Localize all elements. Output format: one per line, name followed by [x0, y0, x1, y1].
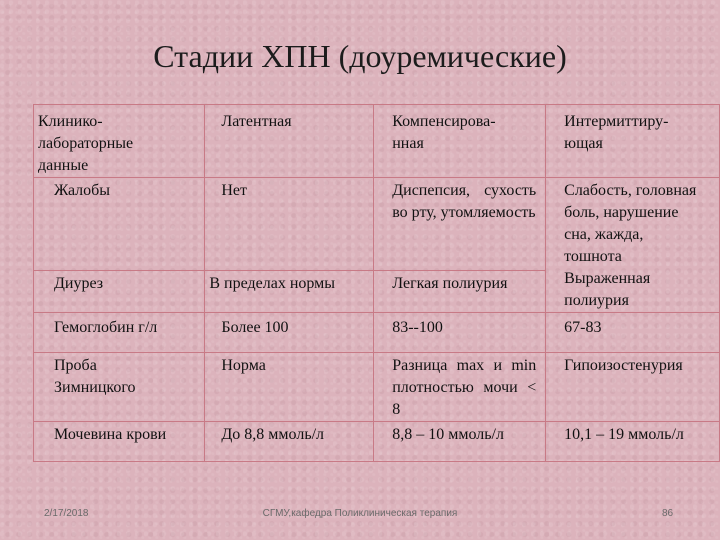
- slide-title: Стадии ХПН (доуремические): [153, 38, 567, 74]
- cell-complaints-compensated: Диспепсия, сухость во рту, утомляемость: [392, 182, 537, 221]
- cell-diuresis-latent: В пределах нормы: [209, 275, 336, 293]
- table-cell: [374, 313, 546, 353]
- table-row-complaints: [34, 178, 720, 271]
- table-cell: [205, 313, 374, 353]
- row-label-urea: Мочевина крови: [54, 426, 167, 443]
- cell-hemoglobin-intermittent: 67-83: [564, 319, 602, 336]
- header-label-intermittent: Интермиттиру-ющая: [564, 113, 669, 152]
- footer-department: СГМУ,кафедра Поликлиническая терапия: [262, 508, 458, 519]
- footer-date: 2/17/2018: [44, 508, 89, 519]
- row-label-cell: [34, 178, 205, 271]
- cell-diuresis-intermittent: Выраженная полиурия: [564, 270, 651, 309]
- slide-number: 86: [662, 508, 674, 519]
- table-cell: [205, 271, 374, 313]
- cell-hemoglobin-latent: Более 100: [221, 319, 289, 336]
- cell-zimnitsky-intermittent: Гипоизостенурия: [564, 357, 683, 374]
- table-row-hemoglobin: [34, 313, 720, 353]
- row-label-cell: [34, 422, 205, 462]
- cell-diuresis-compensated: Легкая полиурия: [392, 275, 508, 293]
- row-label-diuresis: Диурез: [54, 275, 104, 293]
- cell-urea-intermittent: 10,1 – 19 ммоль/л: [564, 426, 684, 443]
- cell-complaints-latent: Нет: [221, 182, 248, 199]
- header-cell-compensated: [374, 105, 546, 178]
- table-cell: [546, 353, 720, 422]
- header-label-latent: Латентная: [221, 113, 292, 130]
- header-cell-parameter: [34, 105, 205, 178]
- table-cell: [205, 178, 374, 271]
- table-cell: [205, 422, 374, 462]
- table-cell: [546, 422, 720, 462]
- table-cell: [374, 271, 546, 313]
- row-label-complaints: Жалобы: [54, 182, 111, 199]
- table-cell: [546, 313, 720, 353]
- table-cell: [374, 422, 546, 462]
- cell-complaints-intermittent: Слабость, головная боль, нарушение сна, жажда, тошнота: [564, 182, 697, 265]
- table-row-zimnitsky: [34, 353, 720, 422]
- table-header-row: [34, 105, 720, 178]
- header-label-compensated: Компенсирова-нная: [392, 113, 496, 152]
- cell-zimnitsky-latent: Норма: [221, 357, 266, 374]
- cell-hemoglobin-compensated: 83--100: [392, 319, 443, 336]
- row-label-zimnitsky: Проба Зимницкого: [54, 357, 136, 396]
- header-cell-intermittent: [546, 105, 720, 178]
- ckd-stages-table: [33, 104, 720, 462]
- table-cell: [546, 178, 720, 313]
- row-label-cell: [34, 271, 205, 313]
- cell-urea-compensated: 8,8 – 10 ммоль/л: [392, 426, 504, 443]
- table-cell: [374, 353, 546, 422]
- cell-urea-latent: До 8,8 ммоль/л: [221, 426, 325, 443]
- header-label-parameter: Клинико-лабораторные данные: [38, 113, 134, 174]
- table-cell: [374, 178, 546, 271]
- row-label-hemoglobin: Гемоглобин г/л: [54, 319, 158, 336]
- table-cell: [205, 353, 374, 422]
- row-label-cell: [34, 313, 205, 353]
- header-cell-latent: [205, 105, 374, 178]
- cell-zimnitsky-compensated: Разница max и min плотностью мочи < 8: [392, 357, 537, 418]
- row-label-cell: [34, 353, 205, 422]
- table-row-urea: [34, 422, 720, 462]
